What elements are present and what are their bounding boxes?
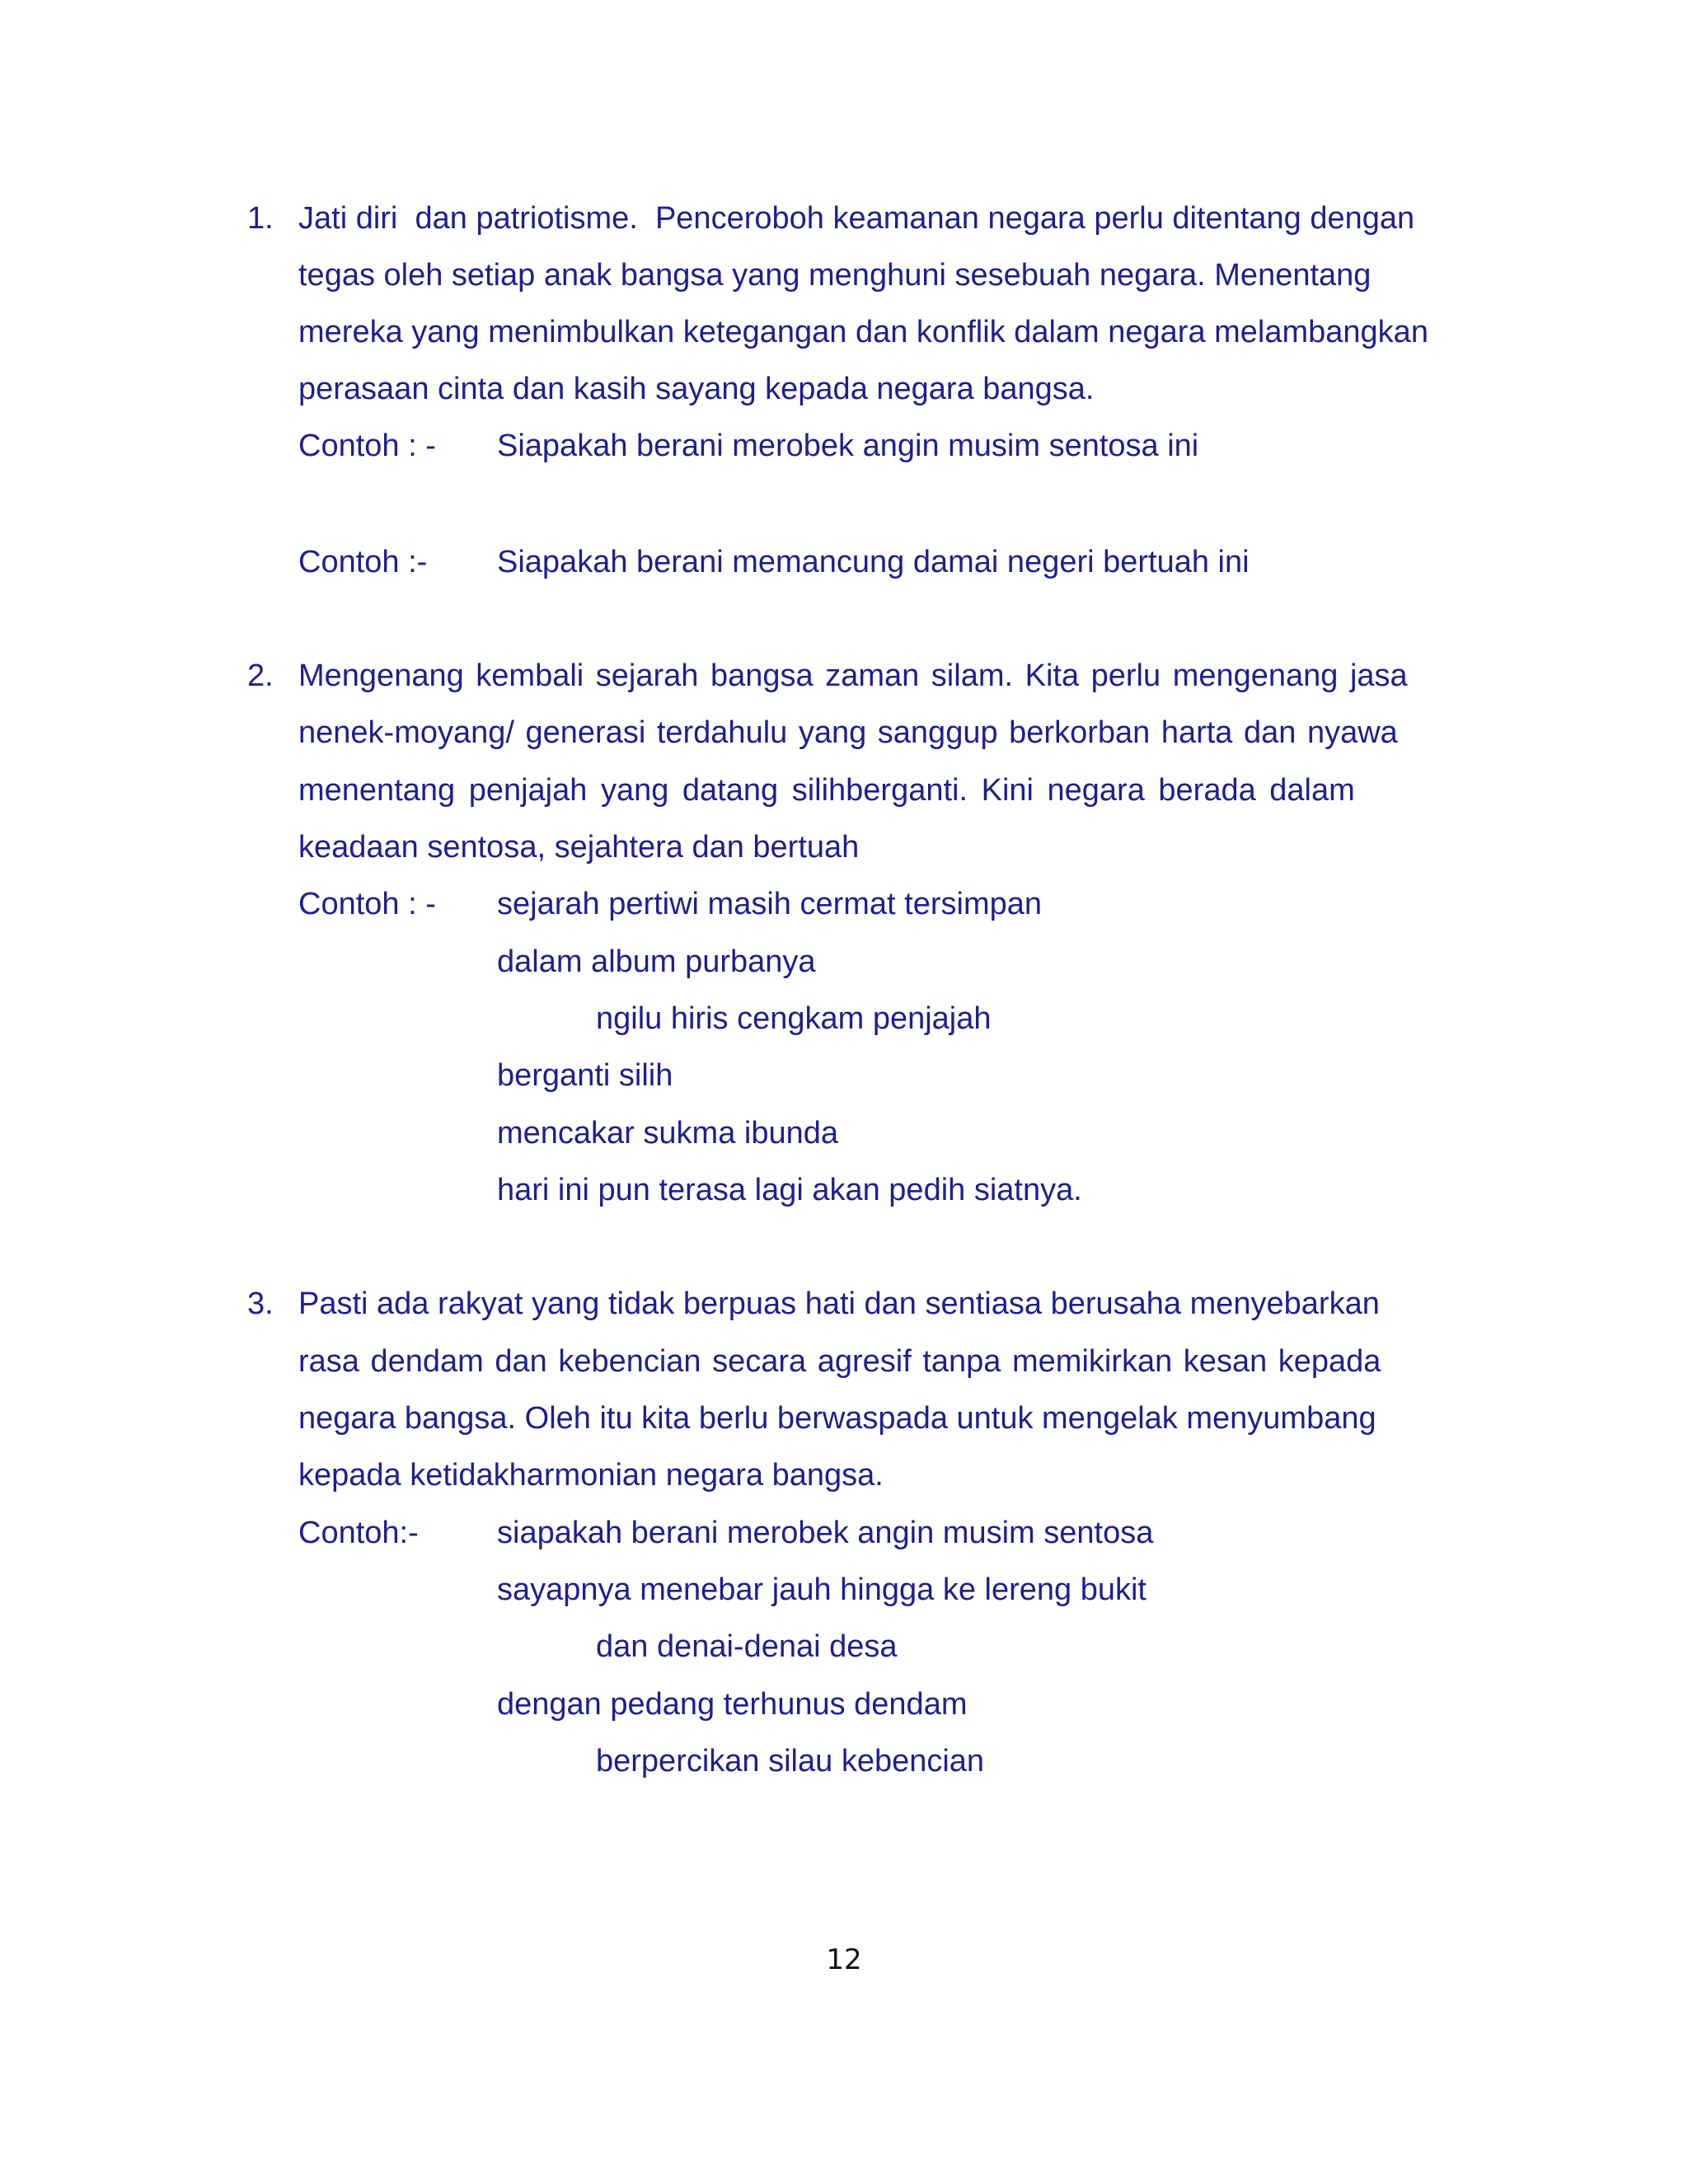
item-1-example-2-label: Contoh :- [298,545,428,579]
item-2-line-1: Mengenang kembali sejarah bangsa zaman silam. Kita perlu mengenang jasa [298,658,1408,693]
item-3-example-line-5: berpercikan silau kebencian [596,1744,985,1779]
item-3-line-2: rasa dendam dan kebencian secara agresif tanpa memikirkan kesan kepada [298,1344,1381,1379]
item-3-example-line-3: dan denai-denai desa [596,1629,898,1664]
item-3-number: 3. [247,1286,274,1321]
item-1-line-1-text: Jati diri dan patriotisme. Penceroboh keamanan negara perlu ditentang dengan [298,201,1415,236]
item-2-example-label: Contoh : - [298,887,436,921]
item-1-number: 1. [247,201,274,236]
item-1-line-2: tegas oleh setiap anak bangsa yang menghuni sesebuah negara. Menentang [298,258,1372,293]
item-3-example-label: Contoh:- [298,1516,419,1550]
item-2-example-line-1: sejarah pertiwi masih cermat tersimpan [497,887,1043,921]
item-1-line-3: mereka yang menimbulkan ketegangan dan konflik dalam negara melambangkan [298,315,1428,349]
item-1-line-1 [298,198,1489,239]
item-2-example-line-2: dalam album purbanya [497,944,816,979]
item-2-example-line-3: ngilu hiris cengkam penjajah [596,1001,992,1036]
item-1-line-4: perasaan cinta dan kasih sayang kepada negara bangsa. [298,372,1095,406]
item-3-example-line-2: sayapnya menebar jauh hingga ke lereng bukit [497,1572,1146,1607]
item-2-number: 2. [247,658,274,693]
item-2-example-line-5: mencakar sukma ibunda [497,1116,838,1151]
item-3-line-3: negara bangsa. Oleh itu kita berlu berwaspada untuk mengelak menyumbang [298,1401,1376,1436]
item-2-line-2: nenek-moyang/ generasi terdahulu yang sanggup berkorban harta dan nyawa [298,715,1398,750]
page-number: 12 [826,1943,862,1976]
item-3-example-line-1: siapakah berani merobek angin musim sentosa [497,1516,1154,1550]
item-2-example-line-6: hari ini pun terasa lagi akan pedih siatnya. [497,1173,1082,1207]
item-1-example-1-text: Siapakah berani merobek angin musim sentosa ini [497,429,1199,463]
item-3-example-line-4: dengan pedang terhunus dendam [497,1687,968,1722]
item-1-example-2-text: Siapakah berani memancung damai negeri bertuah ini [497,545,1250,579]
item-1-example-1-label: Contoh : - [298,429,436,463]
item-3-line-4: kepada ketidakharmonian negara bangsa. [298,1458,884,1493]
item-2-example-line-4: berganti silih [497,1058,673,1093]
item-3-line-1: Pasti ada rakyat yang tidak berpuas hati dan sentiasa berusaha menyebarkan [298,1286,1380,1321]
item-2-line-3: menentang penjajah yang datang silihberganti. Kini negara berada dalam [298,773,1355,808]
item-2-line-4: keadaan sentosa, sejahtera dan bertuah [298,830,860,865]
